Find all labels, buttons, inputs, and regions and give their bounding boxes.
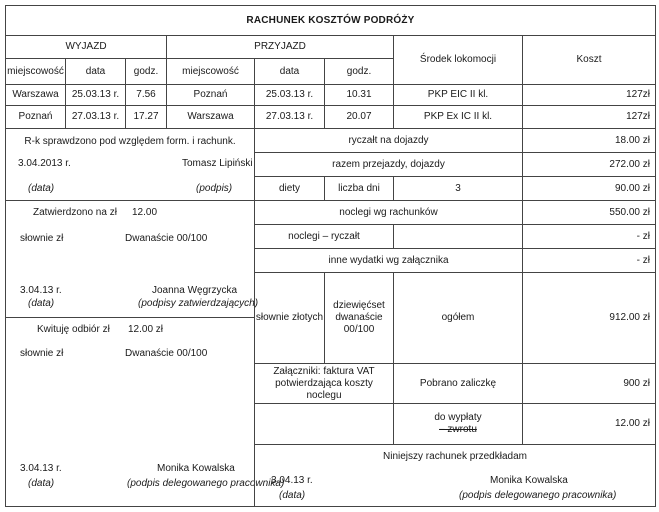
trip-cost: 127zł [522,105,656,129]
header-wyjazd: WYJAZD [5,35,167,59]
approve-label: Zatwierdzono na zł [33,207,117,218]
slownie-value: dziewięćset dwanaście 00/100 [324,272,394,364]
trip-from-time: 7.56 [125,84,167,106]
receipt-label: Kwituję odbiór zł [37,324,110,335]
ogolem-value: 912.00 zł [522,272,656,364]
header-przyjazd: PRZYJAZD [166,35,394,59]
liczba-dni-value: 3 [393,176,523,201]
title-text: RACHUNEK KOSZTÓW PODRÓŻY [246,14,415,26]
do-wyplaty-cell [393,403,523,445]
trip-from-place: Poznań [5,105,66,129]
approve-words-label: słownie zł [20,233,64,244]
receipt-amount: 12.00 zł [128,324,164,335]
trip-to-time: 10.31 [324,84,394,106]
pobrano-value: 900 zł [522,363,656,404]
subheader-godz: godz. [324,58,394,85]
trip-to-place: Poznań [166,84,255,106]
trip-to-time: 20.07 [324,105,394,129]
subheader-data: data [65,58,126,85]
ryczalt-label: ryczałt na dojazdy [254,128,523,153]
trip-to-date: 27.03.13 r. [254,105,325,129]
zwrotu-label: – zwrotu [439,424,477,435]
receipt-words: Dwanaście 00/100 [125,348,208,359]
approve-words: Dwanaście 00/100 [125,233,208,244]
document-title [5,5,656,36]
subheader-miejscowosc: miejscowość [5,58,66,85]
final-sign-label: (podpis delegowanego pracownika) [459,490,617,501]
do-wyplaty-label: do wypłaty [434,412,482,423]
ogolem-label: ogółem [393,272,523,364]
razem-label: razem przejazdy, dojazdy [254,152,523,177]
subheader-data: data [254,58,325,85]
slownie-label: słownie złotych [254,272,325,364]
approve-date-label: (data) [28,298,55,309]
header-srodek: Środek lokomocji [393,35,523,85]
check-date-label: (data) [28,183,55,194]
check-sign-label: (podpis) [196,183,233,194]
check-date: 3.04.2013 r. [18,158,71,169]
pobrano-label: Pobrano zaliczkę [393,363,523,404]
subheader-godz: godz. [125,58,167,85]
trip-transport: PKP Ex IC II kl. [393,105,523,129]
subheader-miejscowosc: miejscowość [166,58,255,85]
blank-cell [254,403,394,445]
noclegi-ryczalt-value: - zł [522,224,656,249]
trip-from-date: 27.03.13 r. [65,105,126,129]
receipt-words-label: słownie zł [20,348,64,359]
final-heading: Niniejszy rachunek przedkładam [383,451,527,462]
trip-from-time: 17.27 [125,105,167,129]
inne-label: inne wydatki wg załącznika [254,248,523,273]
noclegi-ryczalt-label: noclegi – ryczałt [254,224,394,249]
diety-label: diety [254,176,325,201]
trip-to-date: 25.03.13 r. [254,84,325,106]
noclegi-ryczalt-blank [393,224,523,249]
header-koszt: Koszt [522,35,656,85]
trip-from-place: Warszawa [5,84,66,106]
approve-amount: 12.00 [132,207,158,218]
receipt-date-label: (data) [28,478,55,489]
approve-sign-label: (podpisy zatwierdzających) [138,298,259,309]
noclegi-value: 550.00 zł [522,200,656,225]
trip-cost: 127zł [522,84,656,106]
final-date: 3.04.13 r. [271,475,313,486]
approve-date: 3.04.13 r. [20,285,62,296]
trip-transport: PKP EIC II kl. [393,84,523,106]
inne-value: - zł [522,248,656,273]
approve-name: Joanna Węgrzycka [152,285,238,296]
receipt-sign-label: (podpis delegowanego pracownika) [127,478,285,489]
receipt-name: Monika Kowalska [157,463,235,474]
final-date-label: (data) [279,490,306,501]
ryczalt-value: 18.00 zł [522,128,656,153]
do-wyplaty-value: 12.00 zł [522,403,656,445]
diety-value: 90.00 zł [522,176,656,201]
zalaczniki: Załączniki: faktura VAT potwierdzająca koszty noclegu [254,363,394,404]
receipt-date: 3.04.13 r. [20,463,62,474]
check-name: Tomasz Lipiński [182,158,253,169]
noclegi-label: noclegi wg rachunków [254,200,523,225]
razem-value: 272.00 zł [522,152,656,177]
liczba-dni-label: liczba dni [324,176,394,201]
final-name: Monika Kowalska [490,475,568,486]
trip-from-date: 25.03.13 r. [65,84,126,106]
trip-to-place: Warszawa [166,105,255,129]
check-heading: R-k sprawdzono pod względem form. i rachunk. [24,136,236,147]
